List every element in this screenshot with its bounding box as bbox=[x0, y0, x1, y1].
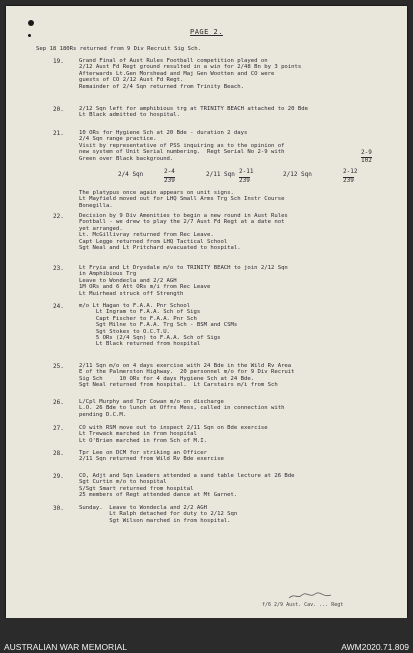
entry-number: 19. bbox=[53, 58, 64, 65]
entry-number: 26. bbox=[53, 399, 64, 406]
entry-number: 21. bbox=[53, 130, 64, 137]
serial-value: 239 bbox=[239, 177, 250, 184]
entry-text: CO, Adjt and Sqn Leaders attended a sand table lecture at 26 Bde Sgt Curtin m/o to hospital S/Sgt Smart returned from hospital 25 members of Regt attended dance at Mt Garnet. bbox=[79, 473, 295, 499]
archive-footer bbox=[0, 618, 413, 653]
entry-text: 2/12 Sqn left for amphibious trg at TRINITY BEACH attached to 20 Bde Lt Black admitted to hospital. bbox=[79, 106, 309, 119]
entry-number: 23. bbox=[53, 265, 64, 272]
serial-value: 2-12 bbox=[343, 168, 358, 175]
entry-text: Sunday. Leave to Wondecla and 2/2 AGH Lt Ralph detached for duty to 2/12 Sqn Sgt Wilson marched in from hospital. bbox=[79, 505, 238, 524]
serial-row-label: 2/11 Sqn bbox=[206, 171, 235, 178]
serial-value: 2-11 bbox=[239, 168, 254, 175]
entry-text: 2/11 Sqn m/o on 4 days exercise with 24 Bde in the Wild Rv Area E of the Palmerston Highway. 20 personnel m/o for 9 Div Recruit Sig Sch 10 ORs for 4 days Hygiene Sch at 24 Bde. Sgt Neal returned from hospital. Lt Carstairs m/i from Sch bbox=[79, 363, 295, 389]
entry-text: L/Cpl Murphy and Tpr Cowan m/o on discharge L.O. 26 Bde to lunch at Offrs Mess, called in connection with pending D.C.M. bbox=[79, 399, 285, 418]
entry-text: 10 ORs for Hygiene Sch at 20 Bde - duration 2 days 2/4 Sqn range practice. Visit by representative of PSS inquiring as to the opinion of new system of Unit Serial numbering. Regt Serial No 2-9 with Green over Black background. bbox=[79, 130, 285, 162]
entry-text: CO with RSM move out to inspect 2/11 Sqn on Bde exercise Lt Trewack marched in from hospital Lt O'Brien marched in from Sch of M.I. bbox=[79, 425, 268, 444]
archive-id: AWM2020.71.809 bbox=[341, 642, 409, 652]
serial-value: 239 bbox=[164, 177, 175, 184]
entry-number: 25. bbox=[53, 363, 64, 370]
entry-text: Decision by 9 Div Amenities to begin a new round in Aust Rules Football - we drew to play the 2/7 Aust Fd Regt at a date not yet arranged. Lt. McGillivray returned from Rec Leave. Capt Legge returned from LHQ Tactical School Sgt Neal and Lt Pritchard evacuated to hospital. bbox=[79, 213, 288, 252]
entry-number: 24. bbox=[53, 303, 64, 310]
document-page bbox=[6, 6, 407, 618]
entry-number: 29. bbox=[53, 473, 64, 480]
unit-stamp: f/6 2/9 Aust. Cav. ... Regt bbox=[262, 602, 344, 608]
entry-number: 20. bbox=[53, 106, 64, 113]
entry-number: 22. bbox=[53, 213, 64, 220]
archive-name: AUSTRALIAN WAR MEMORIAL bbox=[4, 642, 127, 652]
serial-row-label: 2/4 Sqn bbox=[118, 171, 144, 178]
serial-value: 239 bbox=[343, 177, 354, 184]
entry-number: 30. bbox=[53, 505, 64, 512]
serial-row-label: 2/12 Sqn bbox=[283, 171, 312, 178]
entry-number: 28. bbox=[53, 450, 64, 457]
entry-text: Grand Final of Aust Rules Football competition played on 2/12 Aust Fd Regt ground resulted in a win for 2/48 Bn by 3 points Afterwards Lt.Gen Morshead and Maj Gen Wootten and CO were guests of CO 2/12 Aust Fd Regt. Remainder of 2/4 Sqn returned from Trinity Beach. bbox=[79, 58, 302, 90]
serial-value: 2-9 bbox=[361, 149, 372, 156]
entry-text: Lt Fryia and Lt Drysdale m/o to TRINITY BEACH to join 2/12 Sqn in Amphibious Trg Leave to Wondecla and 2/2 AGH 1M ORs and 6 Att ORs m/i from Rec Leave Lt Muirhead struck off Strength bbox=[79, 265, 288, 297]
entry-text: Tpr Lee on DCM for striking an Officer 2/11 Sqn returned from Wild Rv Bde exercise bbox=[79, 450, 224, 463]
entry-text: The platypus once again appears on unit signs. Lt Mayfield moved out for LHQ Small Arms Trg Sch Instr Course Bonegilla. bbox=[79, 190, 285, 209]
handwritten-signature bbox=[288, 592, 332, 600]
serial-value: 2-4 bbox=[164, 168, 175, 175]
entry-text: m/o Lt Hagan to F.A.A. Pnr School Lt Ingram to F.A.A. Sch of Sigs Capt Fischer to F.A.A. Pnr Sch Sgt Milne to F.A.A. Trg Sch - BSM and CSMs Sgt Stokes to O.C.T.U. 5 ORs (2/4 Sqn) to F.A.A. Sch of Sigs Lt Black returned from hospital bbox=[79, 303, 238, 348]
page-title: PAGE 2. bbox=[189, 28, 223, 36]
top-line: Sep 18 180Rs returned from 9 Div Recruit Sig Sch. bbox=[36, 46, 202, 52]
punch-hole bbox=[28, 20, 34, 26]
entry-number: 27. bbox=[53, 425, 64, 432]
serial-value: 102 bbox=[361, 157, 372, 164]
